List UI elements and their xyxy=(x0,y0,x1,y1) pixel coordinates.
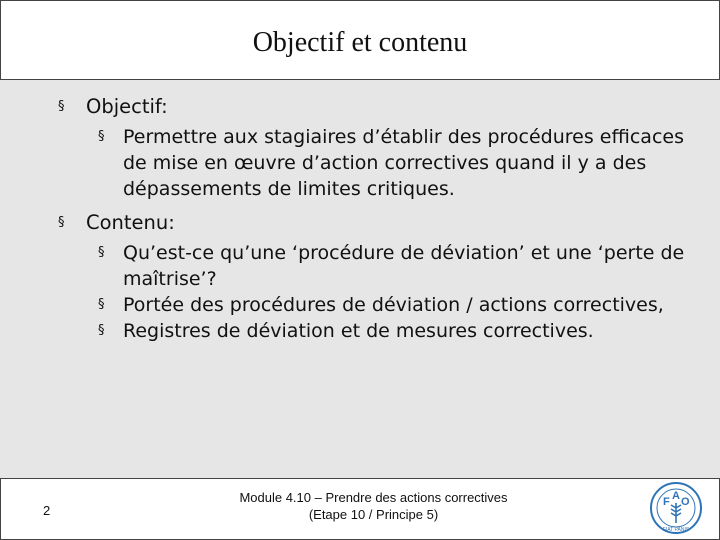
bullet-icon: § xyxy=(98,323,105,338)
svg-text:O: O xyxy=(681,496,690,508)
slide-title: Objectif et contenu xyxy=(252,27,468,58)
section-contenu xyxy=(58,210,708,344)
logo-motto: FIAT PANIS xyxy=(662,527,690,533)
footer-line-1: Module 4.10 – Prendre des actions correctives xyxy=(239,490,508,505)
slide-content xyxy=(58,94,708,352)
list-item xyxy=(89,318,708,344)
section-heading-text: Objectif: xyxy=(86,95,168,118)
list-item-text: Portée des procédures de déviation / actions correctives, xyxy=(123,294,664,316)
list-item-text: Permettre aux stagiaires d’établir des procédures efficaces de mise en œuvre d’action correctives quand il y a des dépassements de limites critiques. xyxy=(123,126,684,200)
list-item-text: Registres de déviation et de mesures correctives. xyxy=(123,320,594,342)
footer-bar xyxy=(0,478,720,540)
bullet-icon: § xyxy=(98,245,105,260)
list-item xyxy=(89,240,708,292)
list-item xyxy=(89,124,708,202)
svg-text:F: F xyxy=(663,496,670,508)
bullet-icon: § xyxy=(58,99,65,114)
footer-line-2: (Etape 10 / Principe 5) xyxy=(308,507,439,522)
page-number: 2 xyxy=(43,503,51,518)
bullet-icon: § xyxy=(98,129,105,144)
section-heading xyxy=(58,210,708,236)
section-heading-text: Contenu: xyxy=(86,211,175,234)
bullet-icon: § xyxy=(58,215,65,230)
list-item xyxy=(89,292,708,318)
svg-text:A: A xyxy=(672,490,680,502)
section-objectif xyxy=(58,94,708,202)
bullet-icon: § xyxy=(98,297,105,312)
section-heading xyxy=(58,94,708,120)
fao-logo-icon xyxy=(649,481,703,535)
footer-caption xyxy=(201,489,546,523)
title-bar xyxy=(0,0,720,80)
list-item-text: Qu’est-ce qu’une ‘procédure de déviation’ et une ‘perte de maîtrise’? xyxy=(123,242,685,290)
